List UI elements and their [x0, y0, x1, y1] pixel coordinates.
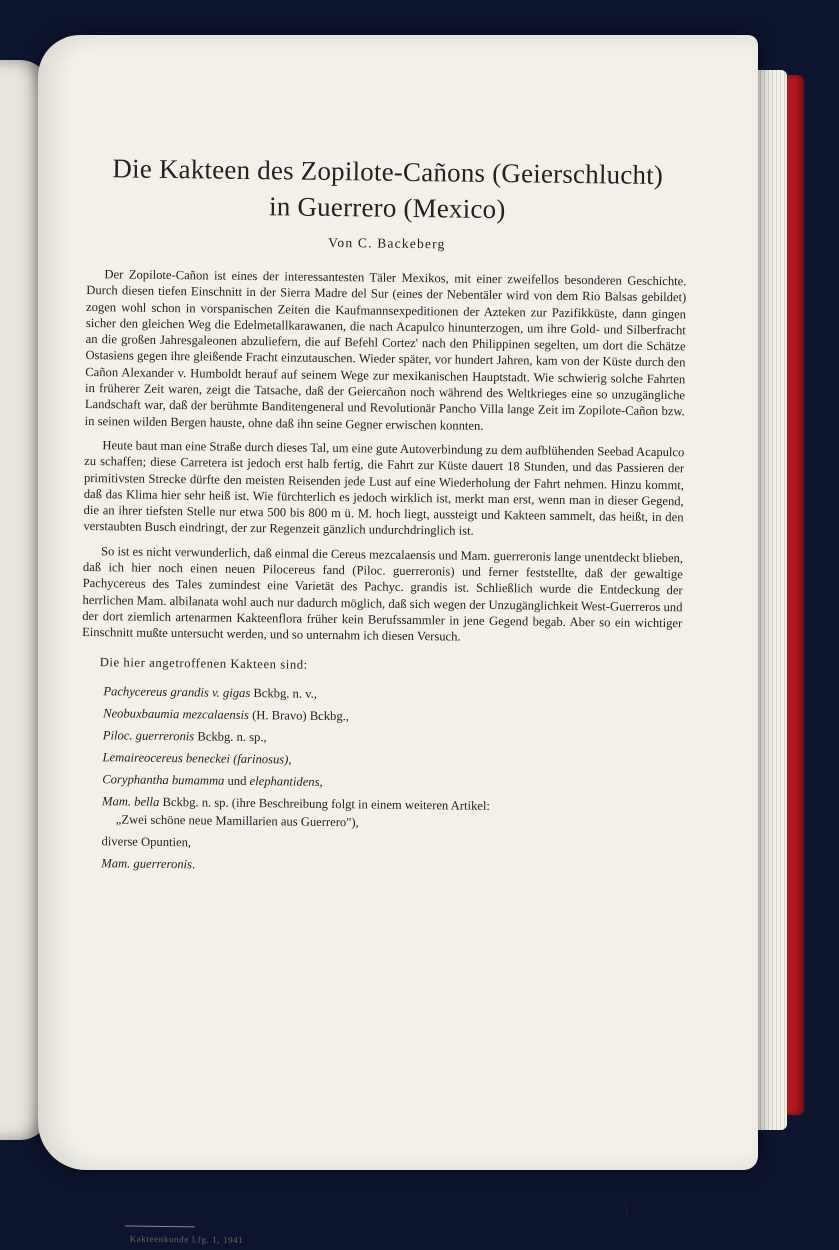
paragraph-1: Der Zopilote-Cañon ist eines der interessantesten Täler Mexikos, mit einer zweifellos besonderen Geschichte. Durch diesen tiefen Einschnitt in der Sierra Madre del Sur (eines der Nebentäler wird von dem Rio Balsas gebildet) zogen wohl schon in vorspanischen Zeiten die Kaufmannsexpeditionen der Azteken zur Pazifikküste, dann gingen sicher den gleichen Weg die Edelmetallkarawanen, die nach Acapulco hinunterzogen, um ihre Gold- und Silberfracht an die großen Jahresgaleonen abzuliefern, die auf Befehl Cortez' nach den Philippinen segelten, um dort die Schätze Ostasiens gegen ihre gleißende Fracht einzutauschen. Wieder später, vor hundert Jahren, kam von der Küste durch den Cañon Alexander v. Humboldt herauf auf seinem Wege zur mexikanischen Hauptstadt. Wie schwierig solche Fahrten in früherer Zeit waren, zeigt die Tatsache, daß der Geiercañon noch während des Weltkrieges eine so unzugängliche Landschaft war, daß der berühmte Banditengeneral und Revolutionär Pancho Villa lange Zeit im Zopilote-Cañon bzw. in seinen wilden Bergen hauste, ohne daß ihn seine Gegner erwischen konnten.: [84, 267, 687, 433]
list-item: Lemaireocereus beneckei (farinosus),: [102, 749, 292, 767]
page-number: 1: [623, 1201, 631, 1217]
list-item: Mam. bella Bckbg. n. sp. (ihre Beschreibung folgt in einem weiteren Artikel: „Zwei schöne neue Mamillarien aus Guerrero"),: [102, 790, 680, 833]
author-byline: Von C. Backeberg: [328, 234, 446, 252]
list-item: Coryphantha bumamma und elephantidens,: [102, 771, 323, 789]
cactus-list: [101, 680, 681, 881]
paragraph-3: So ist es nicht verwunderlich, daß einmal die Cereus mezcalaensis und Mam. guerreronis lange unentdeckt blieben, daß ich hier noch einen neuen Pilocereus fand (Piloc. guerreronis) und ferner feststellte, daß der gewaltige Pachycereus des Tales zumindest eine Varietät des Pachyc. grandis ist. Schließlich wurde die Entdeckung der herrlichen Mam. albilanata wohl auch nur dadurch möglich, daß sich wegen der Unzugänglichkeit West-Guerreros und der dort ziemlich artenarmen Kakteenflora früher kein Berufssammler in jene Gegend begab. Aber so ein wichtiger Einschnitt mußte untersucht werden, und so unternahm ich diesen Versuch.: [82, 543, 684, 644]
list-item: Neobuxbaumia mezcalaensis (H. Bravo) Bckbg.,: [103, 705, 350, 723]
footer-note: Kakteenkunde Lfg. 1, 1941: [129, 1233, 244, 1245]
title-line-1: Die Kakteen des Zopilote-Cañons (Geierschlucht): [112, 153, 664, 191]
title-line-2: in Guerrero (Mexico): [268, 191, 506, 225]
list-item-sub: „Zwei schöne neue Mamillarien aus Guerrero"),: [115, 811, 359, 829]
list-item: Piloc. guerreronis Bckbg. n. sp.,: [102, 727, 267, 744]
book-page: [38, 35, 758, 1245]
list-intro: Die hier angetroffenen Kakteen sind:: [99, 654, 308, 672]
list-item: Mam. guerreronis.: [101, 855, 196, 871]
page-content: [76, 150, 688, 1245]
list-item: diverse Opuntien,: [101, 833, 192, 849]
footer-rule: [125, 1226, 195, 1228]
paragraph-2: Heute baut man eine Straße durch dieses Tal, um eine gute Autoverbindung zu dem aufblühenden Seebad Acapulco zu schaffen; diese Carretera ist jedoch erst halb fertig, die Fahrt zur Küste dauert 18 Stunden, und das Passieren der primitivsten Strecke dürfte den meisten Reisenden jede Lust auf eine Wiederholung der Fahrt nehmen. Hinzu kommt, daß das Klima hier sehr heiß ist. Wie fürchterlich es jedoch wirklich ist, merkt man erst, wenn man in dieser Gegend, die an ihrer tiefsten Stelle nur etwa 500 bis 800 m ü. M. hoch liegt, aussteigt und Kakteen sammelt, das heißt, in den verstaubten Busch eindringt, der zur Regenzeit gänzlich undurchdringlich ist.: [83, 438, 685, 539]
list-item: Pachycereus grandis v. gigas Bckbg. n. v.,: [103, 683, 318, 701]
article-title: [87, 150, 688, 229]
